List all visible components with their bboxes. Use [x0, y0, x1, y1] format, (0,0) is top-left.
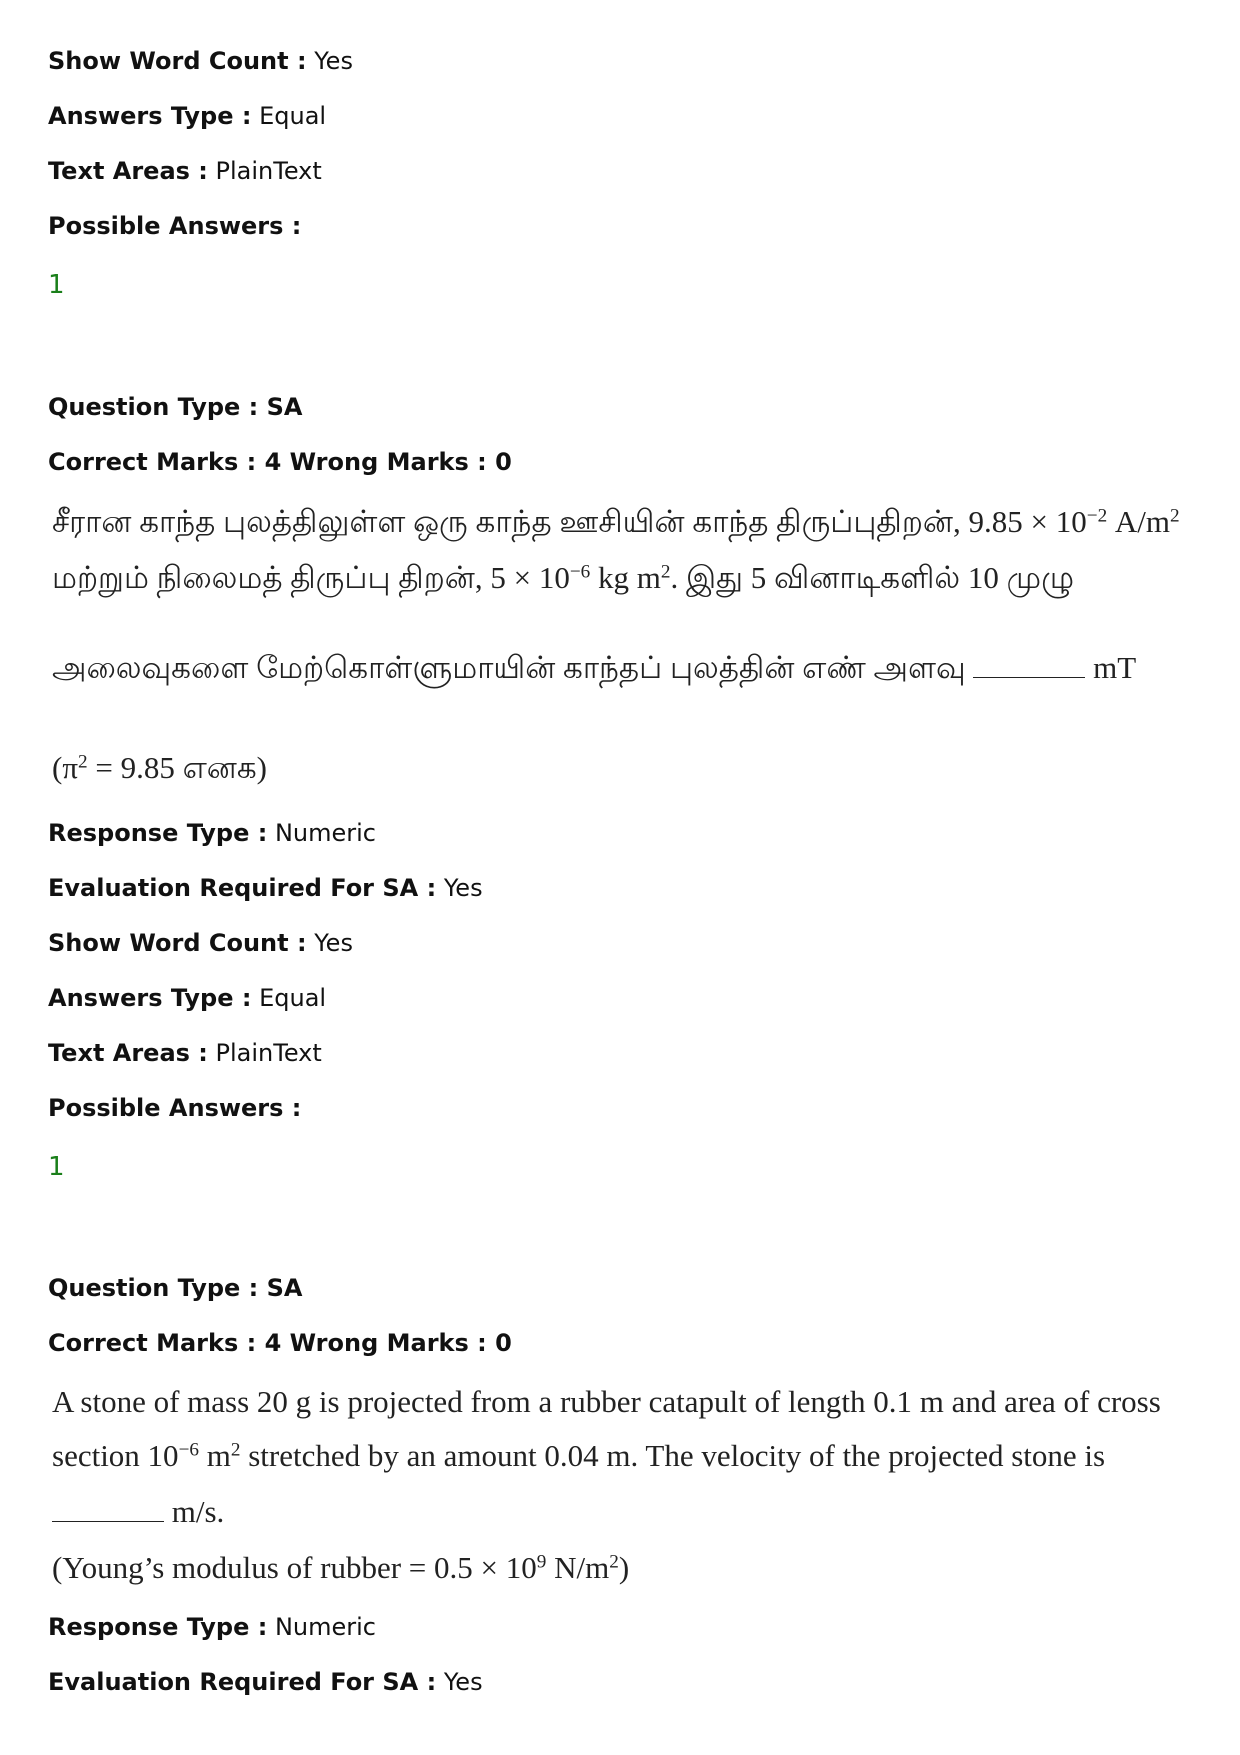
answers-type-row: Answers Type : Equal: [48, 984, 327, 1012]
answer-blank: [52, 1499, 164, 1522]
possible-answer-value: 1: [48, 270, 65, 300]
field-label: Text Areas :: [48, 157, 208, 185]
question-type: Question Type : SA: [48, 393, 303, 421]
evaluation-row: Evaluation Required For SA : Yes: [48, 1668, 483, 1696]
field-label: Possible Answers :: [48, 212, 302, 240]
answer-blank: [973, 655, 1085, 678]
question-text-line-1: சீரான காந்த புலத்திலுள்ள ஒரு காந்த ஊசியின் காந்த திருப்புதிறன், $9.85 \times 10^{-2}$ $A/m^2$: [52, 504, 1180, 539]
possible-answer-value: 1: [48, 1152, 65, 1182]
question-type: Question Type : SA: [48, 1274, 303, 1302]
question-marks: Correct Marks : 4 Wrong Marks : 0: [48, 1329, 512, 1357]
show-word-count-row: [48, 45, 353, 77]
question-text-line-2: மற்றும் நிலைமத் திருப்பு திறன், $5 \times 10^{-6}$ kg $m^2$. இது 5 வினாடிகளில் 10 முழு: [52, 560, 1075, 595]
possible-answers-row: [48, 210, 301, 242]
text-areas-row: [48, 155, 322, 187]
question-text-line-2: section $10^{-6}$ $m^2$ stretched by an amount 0.04 m. The velocity of the projected stone is: [52, 1438, 1106, 1473]
response-type-row: Response Type : Numeric: [48, 1613, 376, 1641]
text-areas-row: Text Areas : PlainText: [48, 1039, 322, 1067]
question-text-line-3: அலைவுகளை மேற்கொள்ளுமாயின் காந்தப் புலத்தின் எண் அளவு mT: [52, 650, 1137, 685]
evaluation-row: Evaluation Required For SA : Yes: [48, 874, 483, 902]
question-text-line-4: ($\pi^2 = 9.85$ எனக): [52, 750, 267, 785]
possible-answers-row: Possible Answers :: [48, 1094, 302, 1122]
question-text-line-4: (Young’s modulus of rubber = $0.5 \times 10^9$ $N/m^2$): [52, 1550, 630, 1585]
field-value: Yes: [314, 47, 353, 75]
question-text-line-3: m/s.: [52, 1492, 224, 1532]
field-label: Answers Type :: [48, 102, 252, 130]
answers-type-row: [48, 100, 326, 132]
show-word-count-row: Show Word Count : Yes: [48, 929, 353, 957]
response-type-row: Response Type : Numeric: [48, 819, 376, 847]
field-value: PlainText: [215, 157, 322, 185]
question-marks: Correct Marks : 4 Wrong Marks : 0: [48, 448, 512, 476]
question-text-line-1: A stone of mass 20 g is projected from a rubber catapult of length 0.1 m and area of cross: [52, 1384, 1161, 1419]
field-value: Equal: [259, 102, 327, 130]
field-label: Show Word Count :: [48, 47, 307, 75]
